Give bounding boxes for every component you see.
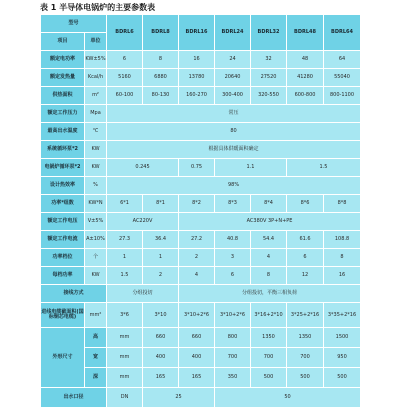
table-cell: 48 [287, 51, 324, 69]
row-label: 系统循环泵*2 [41, 141, 85, 159]
table-cell: 54.4 [251, 231, 287, 249]
table-cell: 3*6 [107, 303, 143, 328]
table-cell: 1 [143, 249, 179, 267]
table-cell: 55040 [324, 69, 361, 87]
table-cell: 20640 [215, 69, 251, 87]
row-unit: mm [107, 368, 143, 388]
table-cell: 60-100 [107, 87, 143, 105]
table-cell: 600-800 [287, 87, 324, 105]
row-sublabel: 高 [85, 328, 107, 348]
table-cell: 700 [215, 348, 251, 368]
table-cell: 根据具体供暖面积确定 [107, 141, 361, 159]
table-cell: 64 [324, 51, 361, 69]
table-cell: 0.245 [107, 159, 179, 177]
header-model-bdrl6: BDRL6 [107, 15, 143, 51]
table-cell: 分组投切 [107, 285, 179, 303]
header-model-bdrl32: BDRL32 [251, 15, 287, 51]
table-cell: 400 [179, 348, 215, 368]
table-row [41, 213, 361, 231]
table-cell: 8*8 [324, 195, 361, 213]
table-row [41, 141, 361, 159]
header-model-bdrl24: BDRL24 [215, 15, 251, 51]
row-unit: KW [85, 267, 107, 285]
table-cell: 0.75 [179, 159, 215, 177]
table-cell: 61.6 [287, 231, 324, 249]
row-unit: DN [107, 388, 143, 408]
table-cell: 40.8 [215, 231, 251, 249]
table-cell: 5160 [107, 69, 143, 87]
table-row [41, 177, 361, 195]
table-cell: 4 [179, 267, 215, 285]
header-model-bdrl64: BDRL64 [324, 15, 361, 51]
table-cell: 8 [251, 267, 287, 285]
table-cell: 800 [215, 328, 251, 348]
table-cell: 2 [143, 267, 179, 285]
row-unit: KW±5% [85, 51, 107, 69]
row-unit: m² [85, 87, 107, 105]
table-cell: 1.5 [107, 267, 143, 285]
table-cell: 108.8 [324, 231, 361, 249]
table-cell: 2 [179, 249, 215, 267]
table-cell: 27.3 [107, 231, 143, 249]
row-label: 额定电功率 [41, 51, 85, 69]
table-row [41, 249, 361, 267]
table-cell: 27.2 [179, 231, 215, 249]
table-cell: 500 [251, 368, 287, 388]
table-cell: 6880 [143, 69, 179, 87]
table-cell: 6 [287, 249, 324, 267]
table-cell: 16 [179, 51, 215, 69]
table-cell: 8*1 [143, 195, 179, 213]
table-cell: 1350 [287, 328, 324, 348]
row-sublabel: 宽 [85, 348, 107, 368]
row-unit: KW*N [85, 195, 107, 213]
table-row [41, 69, 361, 87]
table-cell: 12 [287, 267, 324, 285]
row-unit: mm [107, 348, 143, 368]
row-label: 额定工作电压 [41, 213, 85, 231]
table-cell: 24 [215, 51, 251, 69]
table-cell: 160-270 [179, 87, 215, 105]
table-caption: 表 1 半导体电锅炉的主要参数表 [40, 3, 156, 12]
table-cell: 8*6 [287, 195, 324, 213]
table-row [41, 231, 361, 249]
table-cell: 800-1100 [324, 87, 361, 105]
row-label: 设计热效率 [41, 177, 85, 195]
table-cell: 32 [251, 51, 287, 69]
row-label: 功率*组数 [41, 195, 85, 213]
table-cell: 8 [143, 51, 179, 69]
table-cell: 660 [179, 328, 215, 348]
row-unit: A±10% [85, 231, 107, 249]
table-row [41, 123, 361, 141]
table-cell: 50 [215, 388, 361, 408]
row-sublabel: 深 [85, 368, 107, 388]
table-cell: 300-400 [215, 87, 251, 105]
table-cell: 3*10+2*6 [215, 303, 251, 328]
table-cell: 6*1 [107, 195, 143, 213]
table-cell: AC380V 3P+N+PE [179, 213, 361, 231]
row-label: 接线方式 [41, 285, 107, 303]
table-cell: 8*3 [215, 195, 251, 213]
header-model-bdrl48: BDRL48 [287, 15, 324, 51]
table-row [41, 285, 361, 303]
row-label: 额定工作电流 [41, 231, 85, 249]
table-cell: AC220V [107, 213, 179, 231]
header-model-bdrl8: BDRL8 [143, 15, 179, 51]
row-label: 电锅炉循环泵*2 [41, 159, 85, 177]
parameter-table [40, 14, 361, 408]
table-cell: 6 [107, 51, 143, 69]
table-cell: 4 [251, 249, 287, 267]
table-row [41, 303, 361, 328]
table-cell: 25 [143, 388, 215, 408]
header-model-bdrl16: BDRL16 [179, 15, 215, 51]
table-cell: 80-130 [143, 87, 179, 105]
table-cell: 分组投切，平衡三相负荷 [179, 285, 361, 303]
header-model-label: 型号 [41, 15, 107, 33]
table-row [41, 105, 361, 123]
table-cell: 1500 [324, 328, 361, 348]
table-cell: 700 [251, 348, 287, 368]
row-label: 进线电缆截面积(国标铜芯电缆) [41, 303, 85, 328]
row-label: 外形尺寸 [41, 328, 85, 388]
table-cell: 6 [215, 267, 251, 285]
table-row [41, 195, 361, 213]
row-unit: V±5% [85, 213, 107, 231]
table-cell: 660 [143, 328, 179, 348]
table-cell: 400 [143, 348, 179, 368]
row-unit: Kcal/h [85, 69, 107, 87]
header-unit-label: 单位 [85, 33, 107, 51]
table-cell: 1350 [251, 328, 287, 348]
row-unit: % [85, 177, 107, 195]
header-item-label: 项目 [41, 33, 85, 51]
row-label: 额定工作压力 [41, 105, 85, 123]
row-unit: KW [85, 159, 107, 177]
row-unit: KW [85, 141, 107, 159]
row-unit: Mpa [85, 105, 107, 123]
table-cell: 3*35+2*16 [324, 303, 361, 328]
table-cell: 165 [179, 368, 215, 388]
table-cell: 41280 [287, 69, 324, 87]
table-cell: 8 [324, 249, 361, 267]
table-cell: 8*4 [251, 195, 287, 213]
table-cell: 3 [215, 249, 251, 267]
table-cell: 3*25+2*16 [287, 303, 324, 328]
table-cell: 27520 [251, 69, 287, 87]
table-cell: 165 [143, 368, 179, 388]
table-row [41, 51, 361, 69]
row-label: 额定发热量 [41, 69, 85, 87]
row-unit: mm² [85, 303, 107, 328]
table-row [41, 87, 361, 105]
table-cell: 3*16+2*10 [251, 303, 287, 328]
table-row [41, 328, 361, 348]
table-row [41, 348, 361, 368]
table-row [41, 267, 361, 285]
table-cell: 3*10+2*6 [179, 303, 215, 328]
table-cell: 320-550 [251, 87, 287, 105]
table-cell: 常压 [107, 105, 361, 123]
table-row [41, 368, 361, 388]
table-cell: 1.1 [215, 159, 287, 177]
table-cell: 13780 [179, 69, 215, 87]
row-label: 功率档位 [41, 249, 85, 267]
table-cell: 98% [107, 177, 361, 195]
row-label: 供热面积 [41, 87, 85, 105]
table-row [41, 388, 361, 408]
table-cell: 80 [107, 123, 361, 141]
table-row [41, 159, 361, 177]
row-label: 出水口径 [41, 388, 107, 408]
table-cell: 36.4 [143, 231, 179, 249]
table-cell: 950 [324, 348, 361, 368]
table-cell: 1 [107, 249, 143, 267]
row-unit: mm [107, 328, 143, 348]
row-label: 最高出水温度 [41, 123, 85, 141]
table-cell: 350 [215, 368, 251, 388]
row-unit: 个 [85, 249, 107, 267]
table-cell: 500 [324, 368, 361, 388]
row-unit: ℃ [85, 123, 107, 141]
table-cell: 3*10 [143, 303, 179, 328]
table-cell: 8*2 [179, 195, 215, 213]
table-cell: 16 [324, 267, 361, 285]
row-label: 每档功率 [41, 267, 85, 285]
table-cell: 1.5 [287, 159, 361, 177]
table-cell: 700 [287, 348, 324, 368]
header-row-model [41, 15, 361, 33]
table-cell: 500 [287, 368, 324, 388]
